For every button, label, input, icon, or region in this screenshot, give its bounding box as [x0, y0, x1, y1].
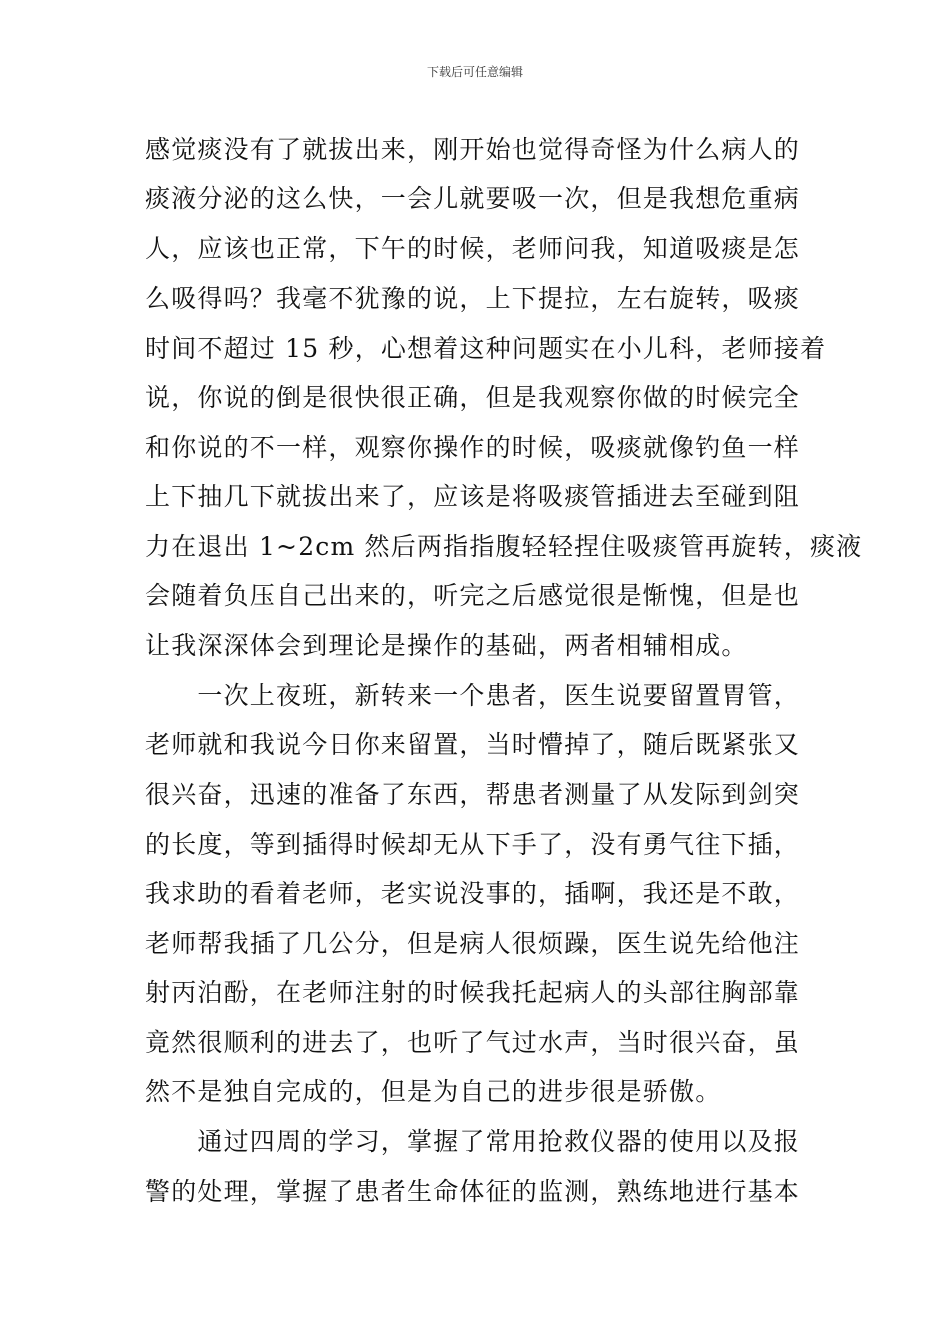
- text-line: 老师帮我插了几公分，但是病人很烦躁，医生说先给他注: [145, 929, 801, 958]
- text-line: 老师就和我说今日你来留置，当时懵掉了，随后既紧张又: [145, 730, 801, 759]
- text-line: 然不是独自完成的，但是为自己的进步很是骄傲。: [145, 1077, 722, 1106]
- text-line: 的长度，等到插得时候却无从下手了，没有勇气往下插，: [145, 830, 801, 859]
- text-line: 通过四周的学习，掌握了常用抢救仪器的使用以及报: [145, 1127, 801, 1156]
- text-line: 和你说的不一样，观察你操作的时候，吸痰就像钓鱼一样: [145, 433, 801, 462]
- text-line: 感觉痰没有了就拔出来，刚开始也觉得奇怪为什么病人的: [145, 135, 801, 164]
- text-line: 么吸得吗？我毫不犹豫的说，上下提拉，左右旋转，吸痰: [145, 284, 801, 313]
- text-line: 人，应该也正常，下午的时候，老师问我，知道吸痰是怎: [145, 234, 801, 263]
- text-line: 会随着负压自己出来的，听完之后感觉很是惭愧，但是也: [145, 581, 801, 610]
- page-header: 下载后可任意编辑: [426, 65, 523, 79]
- text-line: 我求助的看着老师，老实说没事的，插啊，我还是不敢，: [145, 879, 801, 908]
- text-line: 竟然很顺利的进去了，也听了气过水声，当时很兴奋，虽: [145, 1028, 801, 1057]
- text-line: 警的处理，掌握了患者生命体征的监测，熟练地进行基本: [145, 1177, 801, 1206]
- text-line: 痰液分泌的这么快，一会儿就要吸一次，但是我想危重病: [145, 184, 801, 213]
- text-line: 说，你说的倒是很快很正确，但是我观察你做的时候完全: [145, 383, 801, 412]
- text-line: 时间不超过 15 秒，心想着这种问题实在小儿科，老师接着: [145, 334, 827, 363]
- text-line: 力在退出 1~2cm 然后两指指腹轻轻捏住吸痰管再旋转，痰液: [145, 532, 863, 561]
- text-line: 让我深深体会到理论是操作的基础，两者相辅相成。: [145, 631, 748, 660]
- text-line: 上下抽几下就拔出来了，应该是将吸痰管插进去至碰到阻: [145, 482, 801, 511]
- text-line: 一次上夜班，新转来一个患者，医生说要留置胃管，: [145, 681, 801, 710]
- text-line: 射丙泊酚，在老师注射的时候我托起病人的头部往胸部靠: [145, 978, 801, 1007]
- text-line: 很兴奋，迅速的准备了东西，帮患者测量了从发际到剑突: [145, 780, 801, 809]
